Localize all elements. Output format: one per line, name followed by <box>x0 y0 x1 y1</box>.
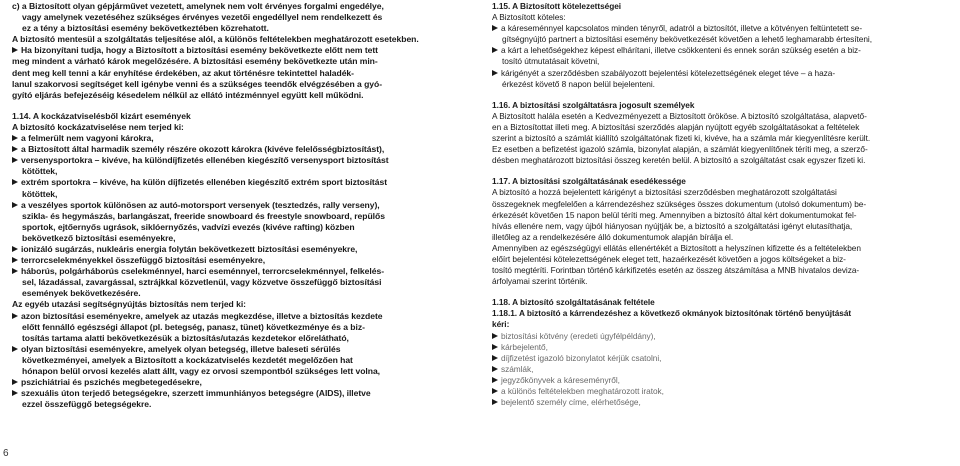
text-line: sportok, ejtőernyős ugrások, siklóernyőzés, vadvízi evezés (kivéve rafting) közben <box>22 221 355 232</box>
text-line: vagy amelynek vezetéséhez szükséges érvényes vezetői engedéllyel nem rendelkezett és <box>22 12 383 23</box>
bullet-item: kárigényét a szerződésben szabályozott bejelentési kötelezettségének eleget téve – a haza- <box>492 68 950 79</box>
text-line: A Biztosított köteles: <box>492 12 566 23</box>
section-heading: 1.15. A Biztosított kötelezettségei <box>492 1 622 11</box>
text-line: illetőleg az a rendelkezésére álló dokumentumok alapján bírálja el. <box>492 231 734 242</box>
bullet-item: extrém sportokra – kivéve, ha külön díjfizetés ellenében kiegészítő extrém sport biztosítást <box>12 177 452 188</box>
text-line: 1.14. A kockázatviselésből kizárt események <box>12 110 191 121</box>
bullet-item: Ha bizonyítani tudja, hogy a Biztosított a biztosítási esemény bekövetkezte előtt nem tett <box>12 45 452 56</box>
bullet-item: a felmerült nem vagyoni károkra, <box>12 133 452 144</box>
bullet-item: számlák, <box>492 364 950 375</box>
paragraph-gap <box>492 287 950 297</box>
bullet-item: azon biztosítási eseményekre, amelyek az utazás megkezdése, illetve a biztosítás kezdete <box>12 311 452 322</box>
text-line: hónapon belül orvosi kezelés alatt állt, vagy ez orvosi szempontból szükséges lett volna, <box>22 366 381 376</box>
text-line: A Biztosított halála esetén a Kedvezményezett a Biztosított örököse. A biztosító szolgáltatása, alapvető- <box>492 110 867 121</box>
text-line: gyító eljárás befejezéséig késedelem nélkül az ellátó intézménnyel együtt kell működni. <box>12 89 364 100</box>
text-line: Ez esetben a befizetést igazoló számla, bizonylat alapján, a számlát kiegyenlítőnek téríti meg, a szerző- <box>492 144 868 155</box>
text-line: előtt fennálló egészségi állapot (pl. betegség, panasz, tünet) következménye és a biz- <box>22 321 365 332</box>
text-line: előírt bejelentési kötelezettségének eleget tett, hazaérkezését követően a jogos költségeket a biz- <box>492 253 846 264</box>
bullet-item: ionizáló sugárzás, nukleáris energia folytán bekövetkezett biztosítási eseményekre, <box>12 244 452 255</box>
text-line: érkezést követő 8 napon belül bejelenteni. <box>502 78 655 89</box>
bullet-item: versenysportokra – kivéve, ha különdíjfizetés ellenében kiegészítő versenysport biztosítást <box>12 155 452 166</box>
paragraph-gap <box>492 166 950 176</box>
text-line: lanul szakorvosi segítséget kell igénybe venni és a szükséges teendők elvégzésében a gyó- <box>12 78 383 89</box>
page-number: 6 <box>3 448 9 459</box>
text-line: A biztosító mentesül a szolgáltatás teljesítése alól, a különös feltételekben meghatározott esetekben. <box>12 34 419 45</box>
paragraph-gap <box>492 90 950 100</box>
bullet-item: a Biztosított által harmadik személy részére okozott károkra (kivéve felelősségbiztosítást), <box>12 144 452 155</box>
text-line: szerint a biztosító a számlát kiállító szolgáltatónak fizeti ki, kivéve, ha a számla már kiegyenlítésre került. <box>492 133 871 144</box>
text-line: események bekövetkezésére. <box>22 288 141 299</box>
bullet-item: háborús, polgárháborús cselekménnyel, harci eseménnyel, terrorcselekménnyel, felkelés- <box>12 266 452 277</box>
text-line: érkezését követően 15 napon belül téríti meg. Amennyiben a biztosító által kért dokumentumokat fel- <box>492 209 857 220</box>
bullet-item: pszichiátriai és pszichés megbetegedésekre, <box>12 377 452 388</box>
text-line: összegeknek megfelelően a kárrendezéshez szükséges összes dokumentum (utolsó dokumentum) be- <box>492 198 867 209</box>
text-line: dent meg kell tenni a kár enyhítése érdekében, az akut történésre tekintettel haladék- <box>12 67 354 78</box>
text-line: kéri: <box>492 319 510 330</box>
bullet-item: a káreseménnyel kapcsolatos minden tényről, adatról a biztosítót, illetve a kötvényen feltüntetett se- <box>492 23 950 34</box>
bullet-item: díjfizetést igazoló bizonylatot kérjük csatolni, <box>492 353 950 364</box>
text-line: Az egyéb utazási segítségnyújtás biztosítás nem terjed ki: <box>12 299 246 310</box>
bullet-item: bejelentő személy címe, elérhetősége, <box>492 397 950 408</box>
bullet-item: kárbejelentő, <box>492 342 950 353</box>
text-line: következményei, amelyek a Biztosított a kockázatviselés kezdetét megelőzően hat <box>22 354 353 365</box>
section-heading: 1.17. A biztosítási szolgáltatásának esedékessége <box>492 176 686 187</box>
left-column <box>12 1 452 410</box>
text-line: bekövetkező biztosítási eseményekre, <box>22 232 176 243</box>
bullet-item: jegyzőkönyvek a káreseményről, <box>492 375 950 386</box>
text-line: tosító útmutatásait követni, <box>502 56 600 67</box>
text-line: tosító megtéríti. Forintban történő kárkifizetés esetén az összeg átszámítása a MNB hivatalos deviza- <box>492 265 860 276</box>
text-line: kötöttek, <box>22 188 58 199</box>
bullet-item: a különös feltételekben meghatározott iratok, <box>492 386 950 397</box>
paragraph-gap <box>12 101 452 111</box>
text-line: tosítás tartama alatti bekövetkezésük a biztosítás/utazás kezdetekor előrelátható, <box>22 332 349 343</box>
section-heading: 1.18. A biztosító szolgáltatásának feltétele <box>492 297 655 308</box>
bullet-item: a kárt a lehetőségekhez képest elhárítani, illetve csökkenteni és ennek során szükség esetén a biz- <box>492 45 950 56</box>
text-line: Amennyiben az egészségügyi ellátás ellenértékét a Biztosított a helyszínen kifizette és a feltételekben <box>492 242 861 253</box>
right-column <box>492 1 950 408</box>
text-line: A biztosító kockázatviselése nem terjed ki: <box>12 121 184 132</box>
text-line: A biztosító a hozzá bejelentett kárigényt a biztosítási szerződésben meghatározott szolgáltatási <box>492 187 837 198</box>
text-line: sel, lázadással, zavargással, sztrájkkal közvetlenül, vagy közvetve összefüggő biztosítási <box>22 277 382 288</box>
bullet-item: olyan biztosítási eseményekre, amelyek olyan betegség, illetve baleseti sérülés <box>12 344 452 355</box>
text-line: ez a tény a biztosítási esemény bekövetkeztében közrehatott. <box>22 23 269 34</box>
text-line: szikla- és hegymászás, barlangászat, freeride snowboard és freestyle snowboard, repülős <box>22 210 385 221</box>
text-line: désben meghatározott biztosítási összeg keretén belül. A biztosító a szolgáltatást csak egyszer fizeti ki. <box>492 155 866 166</box>
text-line: árfolyamai szerint történik. <box>492 276 588 287</box>
bullet-item: biztosítási kötvény (eredeti úgyfélpéldány), <box>492 331 950 342</box>
bullet-item: terrorcselekményekkel összefüggő biztosítási eseményekre, <box>12 255 452 266</box>
text-line: ezzel összefüggő betegségekre. <box>22 399 152 410</box>
text-line: c) a Biztosított olyan gépjárművet vezetett, amelynek nem volt érvényes forgalmi engedélye, <box>12 1 384 11</box>
bullet-item: a veszélyes sportok különösen az autó-motorsport versenyek (tesztedzés, rally verseny), <box>12 200 452 211</box>
text-line: gítségnyújtó partnert a biztosítási esemény bekövetkezését követően a lehető leghamarabb értesíteni, <box>502 34 872 45</box>
text-line: en a Biztosítottat illeti meg. A biztosítási szerződés alapján nyújtott egyéb szolgáltatásokat a feltételek <box>492 121 860 132</box>
section-heading: 1.16. A biztosítási szolgáltatásra jogosult személyek <box>492 99 695 110</box>
bullet-item: szexuális úton terjedő betegségekre, szerzett immunhiányos betegségre (AIDS), illetve <box>12 388 452 399</box>
text-line: kötöttek, <box>22 166 58 177</box>
text-line: 1.18.1. A biztosító a kárrendezéshez a következő okmányok biztosítónak történő benyújtását <box>492 308 852 319</box>
text-line: meg mindent a várható károk megelőzésére. A biztosítási esemény bekövetkezte után min- <box>12 56 378 67</box>
text-line: hívás ellenére nem, vagy újból hiányosan nyújtják be, a biztosító a szolgáltatási igényt elutasíthatja, <box>492 220 853 231</box>
